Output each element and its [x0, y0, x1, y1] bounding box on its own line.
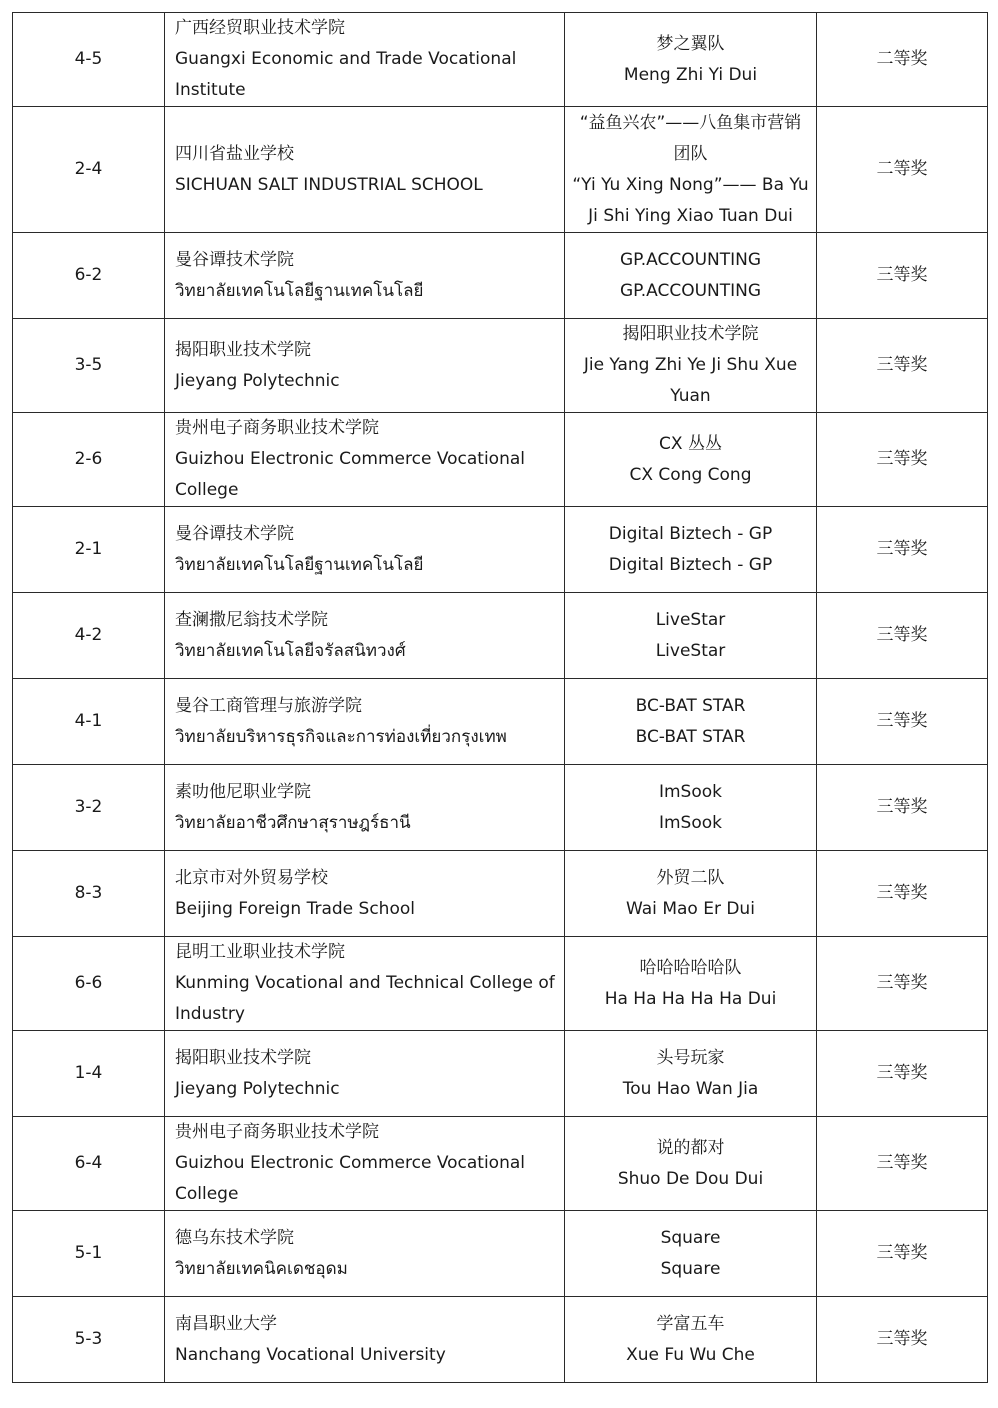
- school-name-line: 素叻他尼职业学院: [175, 781, 311, 802]
- table-row: [13, 851, 988, 937]
- award-level: 三等奖: [817, 413, 988, 507]
- team-cell: [565, 507, 817, 593]
- team-name-line: 说的都对: [656, 1137, 725, 1158]
- award-level: 三等奖: [817, 1031, 988, 1117]
- team-cell: [565, 679, 817, 765]
- school-cell: [165, 507, 565, 593]
- entry-number: 6-4: [13, 1117, 165, 1211]
- table-row: [13, 1031, 988, 1117]
- school-cell: [165, 13, 565, 107]
- team-name-line: Digital Biztech - GP: [608, 523, 773, 544]
- team-name-line: BC-BAT STAR: [635, 695, 746, 716]
- school-cell: [165, 107, 565, 233]
- team-cell: [565, 1211, 817, 1297]
- team-name-line: Ha Ha Ha Ha Ha Dui: [604, 988, 777, 1009]
- team-name-line: Square: [660, 1227, 721, 1248]
- team-cell: [565, 1031, 817, 1117]
- team-name-line: Jie Yang Zhi Ye Ji Shu Xue: [583, 355, 798, 375]
- team-name-line: Yuan: [670, 386, 711, 406]
- school-name-line: College: [175, 1184, 239, 1204]
- table-row: [13, 507, 988, 593]
- school-name-line: College: [175, 480, 239, 500]
- entry-number: 4-5: [13, 13, 165, 107]
- school-name-line: วิทยาลัยอาชีวศึกษาสุราษฎร์ธานี: [175, 812, 411, 833]
- team-cell: [565, 1117, 817, 1211]
- table-row: [13, 937, 988, 1031]
- school-name-line: 曼谷谭技术学院: [175, 249, 294, 270]
- school-name-line: Institute: [175, 80, 246, 100]
- team-name-line: 团队: [673, 143, 708, 164]
- team-cell: [565, 851, 817, 937]
- team-name-line: Shuo De Dou Dui: [617, 1168, 764, 1189]
- team-cell: [565, 233, 817, 319]
- team-name-line: Ji Shi Ying Xiao Tuan Dui: [588, 205, 793, 226]
- award-level: 三等奖: [817, 851, 988, 937]
- team-cell: [565, 413, 817, 507]
- entry-number: 2-4: [13, 107, 165, 233]
- results-table: [12, 12, 988, 1383]
- team-name-line: “益鱼兴农”——八鱼集市营销: [579, 112, 802, 133]
- team-name-line: GP.ACCOUNTING: [619, 280, 762, 301]
- results-table-body: [13, 13, 988, 1383]
- school-name-line: Guizhou Electronic Commerce Vocational: [175, 449, 526, 469]
- award-level: 三等奖: [817, 1297, 988, 1383]
- school-cell: [165, 937, 565, 1031]
- school-name-line: 四川省盐业学校: [175, 143, 294, 164]
- team-name-line: BC-BAT STAR: [635, 726, 746, 747]
- school-name-line: Industry: [175, 1004, 245, 1024]
- school-name-line: Guangxi Economic and Trade Vocational: [175, 49, 517, 69]
- school-name-line: Beijing Foreign Trade School: [175, 898, 415, 919]
- team-cell: [565, 107, 817, 233]
- award-level: 三等奖: [817, 233, 988, 319]
- school-name-line: วิทยาลัยเทคโนโลยีจรัลสนิทวงศ์: [175, 640, 406, 661]
- table-row: [13, 13, 988, 107]
- team-name-line: 外贸二队: [656, 867, 725, 888]
- entry-number: 1-4: [13, 1031, 165, 1117]
- award-level: 三等奖: [817, 937, 988, 1031]
- school-cell: [165, 413, 565, 507]
- school-name-line: 贵州电子商务职业技术学院: [175, 418, 379, 438]
- school-name-line: 曼谷工商管理与旅游学院: [175, 695, 362, 716]
- entry-number: 4-1: [13, 679, 165, 765]
- school-name-line: 北京市对外贸易学校: [175, 867, 328, 888]
- team-name-line: 揭阳职业技术学院: [622, 324, 759, 344]
- team-name-line: Wai Mao Er Dui: [626, 898, 755, 919]
- table-row: [13, 319, 988, 413]
- entry-number: 2-1: [13, 507, 165, 593]
- entry-number: 6-6: [13, 937, 165, 1031]
- school-name-line: 德乌东技术学院: [175, 1227, 294, 1248]
- team-name-line: Meng Zhi Yi Dui: [623, 64, 758, 85]
- school-name-line: Kunming Vocational and Technical College of: [175, 973, 555, 993]
- award-level: 三等奖: [817, 1117, 988, 1211]
- school-name-line: วิทยาลัยเทคโนโลยีฐานเทคโนโลยี: [175, 280, 424, 301]
- entry-number: 5-1: [13, 1211, 165, 1297]
- entry-number: 3-5: [13, 319, 165, 413]
- award-level: 三等奖: [817, 507, 988, 593]
- school-cell: [165, 593, 565, 679]
- school-name-line: 查澜撒尼翁技术学院: [175, 609, 328, 630]
- team-name-line: Digital Biztech - GP: [608, 554, 773, 575]
- school-name-line: 曼谷谭技术学院: [175, 523, 294, 544]
- team-name-line: Tou Hao Wan Jia: [622, 1078, 759, 1099]
- team-cell: [565, 937, 817, 1031]
- team-name-line: LiveStar: [655, 609, 726, 630]
- team-name-line: Square: [660, 1258, 721, 1279]
- team-cell: [565, 593, 817, 679]
- school-name-line: Nanchang Vocational University: [175, 1344, 446, 1365]
- team-name-line: ImSook: [658, 812, 722, 833]
- school-cell: [165, 1117, 565, 1211]
- school-cell: [165, 1297, 565, 1383]
- table-row: [13, 679, 988, 765]
- school-name-line: วิทยาลัยบริหารธุรกิจและการท่องเที่ยวกรุงเทพ: [175, 726, 507, 747]
- school-cell: [165, 1211, 565, 1297]
- award-level: 三等奖: [817, 765, 988, 851]
- award-level: 三等奖: [817, 679, 988, 765]
- school-name-line: Guizhou Electronic Commerce Vocational: [175, 1153, 526, 1173]
- school-cell: [165, 233, 565, 319]
- entry-number: 4-2: [13, 593, 165, 679]
- table-row: [13, 1297, 988, 1383]
- school-name-line: 昆明工业职业技术学院: [175, 942, 345, 962]
- entry-number: 3-2: [13, 765, 165, 851]
- team-cell: [565, 319, 817, 413]
- award-level: 三等奖: [817, 593, 988, 679]
- school-name-line: 揭阳职业技术学院: [175, 339, 311, 360]
- school-cell: [165, 765, 565, 851]
- school-cell: [165, 679, 565, 765]
- team-name-line: 梦之翼队: [656, 33, 725, 54]
- entry-number: 5-3: [13, 1297, 165, 1383]
- school-cell: [165, 319, 565, 413]
- table-row: [13, 233, 988, 319]
- team-name-line: “Yi Yu Xing Nong”—— Ba Yu: [572, 174, 809, 195]
- team-name-line: ImSook: [658, 781, 722, 802]
- table-row: [13, 107, 988, 233]
- table-row: [13, 765, 988, 851]
- team-name-line: 哈哈哈哈哈队: [639, 957, 742, 978]
- award-level: 二等奖: [817, 13, 988, 107]
- school-name-line: 贵州电子商务职业技术学院: [175, 1122, 379, 1142]
- entry-number: 2-6: [13, 413, 165, 507]
- award-level: 二等奖: [817, 107, 988, 233]
- school-name-line: 广西经贸职业技术学院: [175, 18, 345, 38]
- entry-number: 6-2: [13, 233, 165, 319]
- team-name-line: LiveStar: [655, 640, 726, 661]
- award-level: 三等奖: [817, 1211, 988, 1297]
- team-name-line: Xue Fu Wu Che: [626, 1344, 755, 1365]
- school-name-line: SICHUAN SALT INDUSTRIAL SCHOOL: [175, 174, 483, 195]
- school-cell: [165, 1031, 565, 1117]
- team-name-line: 学富五车: [656, 1313, 725, 1334]
- team-cell: [565, 13, 817, 107]
- school-name-line: Jieyang Polytechnic: [175, 1078, 340, 1099]
- entry-number: 8-3: [13, 851, 165, 937]
- team-name-line: CX Cong Cong: [629, 464, 752, 485]
- school-name-line: วิทยาลัยเทคนิคเดชอุดม: [175, 1258, 348, 1279]
- team-cell: [565, 765, 817, 851]
- team-name-line: GP.ACCOUNTING: [619, 249, 762, 270]
- table-row: [13, 1117, 988, 1211]
- team-name-line: CX 丛丛: [659, 433, 722, 454]
- team-cell: [565, 1297, 817, 1383]
- school-name-line: 揭阳职业技术学院: [175, 1047, 311, 1068]
- school-name-line: 南昌职业大学: [175, 1313, 277, 1334]
- table-row: [13, 593, 988, 679]
- table-row: [13, 1211, 988, 1297]
- table-row: [13, 413, 988, 507]
- team-name-line: 头号玩家: [656, 1047, 725, 1068]
- award-level: 三等奖: [817, 319, 988, 413]
- school-name-line: วิทยาลัยเทคโนโลยีฐานเทคโนโลยี: [175, 554, 424, 575]
- school-cell: [165, 851, 565, 937]
- school-name-line: Jieyang Polytechnic: [175, 370, 340, 391]
